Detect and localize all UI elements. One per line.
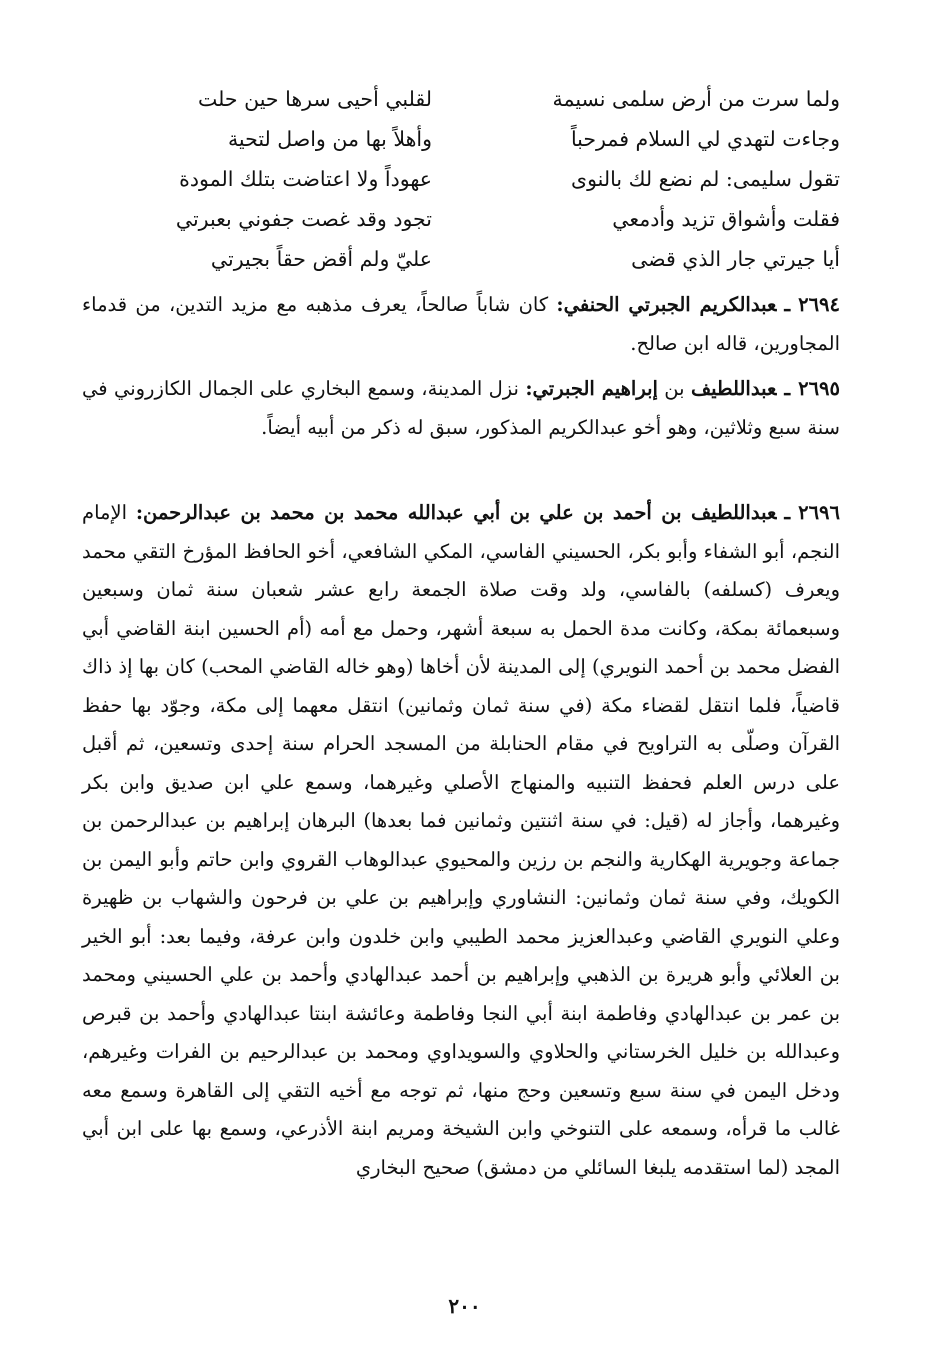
- verse-second-half: عليّ ولم أقض حقاً بجيرتي: [210, 247, 432, 271]
- verse-first-half: وجاءت لتهدي لي السلام فمرحباً: [570, 127, 840, 151]
- entry-dash: ـ: [784, 293, 791, 316]
- entry-name: عبداللطيف بن أحمد بن علي بن أبي عبدالله محمد بن محمد بن عبدالرحمن:: [135, 501, 777, 524]
- poem-block: [82, 84, 840, 274]
- entry-dash: ـ: [784, 377, 791, 400]
- verse-first-half: فقلت وأشواق تزيد وأدمعي: [612, 207, 840, 231]
- verse-first-half: تقول سليمى: لم نضع لك بالنوى: [571, 167, 840, 191]
- entry-number: ٢٦٩٥: [798, 377, 840, 400]
- poem-verse: [82, 244, 840, 274]
- poem-verse: [82, 84, 840, 114]
- poem-verse: [82, 164, 840, 194]
- entry-name-connector: بن: [664, 377, 685, 400]
- biography-entry-2696: [82, 494, 840, 1187]
- poem-verse: [82, 204, 840, 234]
- entry-name-continued: إبراهيم الجبرتي:: [525, 377, 658, 400]
- entry-text: نزل المدينة، وسمع البخاري على الجمال الكازروني في سنة سبع وثلاثين، وهو أخو عبدالكريم المذكور، سبق له ذكر من أبيه أيضاً.: [82, 377, 840, 439]
- verse-second-half: لقلبي أحيى سرها حين حلت: [198, 87, 432, 111]
- page-number: ٢٠٠: [448, 1294, 481, 1318]
- entry-number: ٢٦٩٦: [798, 501, 840, 524]
- verse-first-half: ولما سرت من أرض سلمى نسيمة: [552, 87, 840, 111]
- entry-name: عبداللطيف: [690, 377, 777, 400]
- entry-name: عبدالكريم الجبرتي الحنفي:: [556, 293, 777, 316]
- verse-first-half: أيا جيرتي جار الذي قضى: [631, 247, 840, 271]
- entry-text: الإمام النجم، أبو الشفاء وأبو بكر، الحسيني الفاسي، المكي الشافعي، أخو الحافظ المؤرخ التقي محمد ويعرف (كسلفه) بالفاسي، ولد وقت صلاة الجمعة رابع عشر شعبان سنة ثمان وسبعين وسبعمائة بمكة، وكانت مدة الحمل به سبعة أشهر، وحمل مع أمه (أم الحسين ابنة القاضي أبي الفضل محمد بن أحمد النويري) إلى المدينة لأن أخاها (وهو خاله القاضي المحب) كان بها إذ ذاك قاضياً، فلما انتقل لقضاء مكة (في سنة ثمان وثمانين) انتقل معهما إلى مكة، وجوّد بها حفظ القرآن وصلّى به التراويح في مقام الحنابلة من المسجد الحرام سنة إحدى وتسعين، ثم أقبل على درس العلم فحفظ التنبيه والمنهاج الأصلي وغيرهما، وسمع علي ابن صديق وابن بكر وغيرهما، وأجاز له (قيل: في سنة اثنتين وثمانين فما بعدها) البرهان إبراهيم بن عبدالرحمن بن جماعة وجويرية الهكارية والنجم بن رزين والمحيوي عبدالوهاب القروي وابن حاتم وأبو اليمن بن الكويك، وفي سنة ثمان وثمانين: النشاوري وإبراهيم بن علي بن فرحون والشهاب بن ظهيرة وعلي النويري القاضي وعبدالعزيز محمد الطيبي وابن خلدون وابن عرفة، وفيما بعد: أبو الخير بن العلائي وأبو هريرة بن الذهبي وإبراهيم بن أحمد عبدالهادي وأحمد بن علي الحسيني ومحمد بن عمر بن عبدالهادي وفاطمة ابنة أبي النجا وفاطمة وعائشة ابنتا عبدالهادي وأحمد بن قبرص وعبدالله بن خليل الخرستاني والحلاوي والسويداوي ومحمد بن عبدالرحيم بن الفرات وغيرهم، ودخل اليمن في سنة سبع وتسعين وحج منها، ثم توجه مع أخيه التقي إلى القاهرة وسمع معه غالب ما قرأه، وسمعه على التنوخي وابن الشيخة ومريم ابنة الأذرعي، وسمع بها على ابن أبي المجد (لما استقدمه يلبغا السائلي من دمشق) صحيح البخاري: [82, 501, 840, 1179]
- biography-entry-2694: [82, 286, 840, 363]
- verse-second-half: عهوداً ولا اعتاضت بتلك المودة: [179, 167, 432, 191]
- entry-number: ٢٦٩٤: [798, 293, 840, 316]
- entry-text: كان شاباً صالحاً، يعرف مذهبه مع مزيد التدين، من قدماء المجاورين، قاله ابن صالح.: [82, 293, 840, 355]
- poem-verse: [82, 124, 840, 154]
- verse-second-half: وأهلاً بها من واصل لتحية: [227, 127, 432, 151]
- biography-entry-2695: [82, 370, 840, 447]
- verse-second-half: تجود وقد غصت جفوني بعبرتي: [175, 207, 432, 231]
- entry-dash: ـ: [784, 501, 791, 524]
